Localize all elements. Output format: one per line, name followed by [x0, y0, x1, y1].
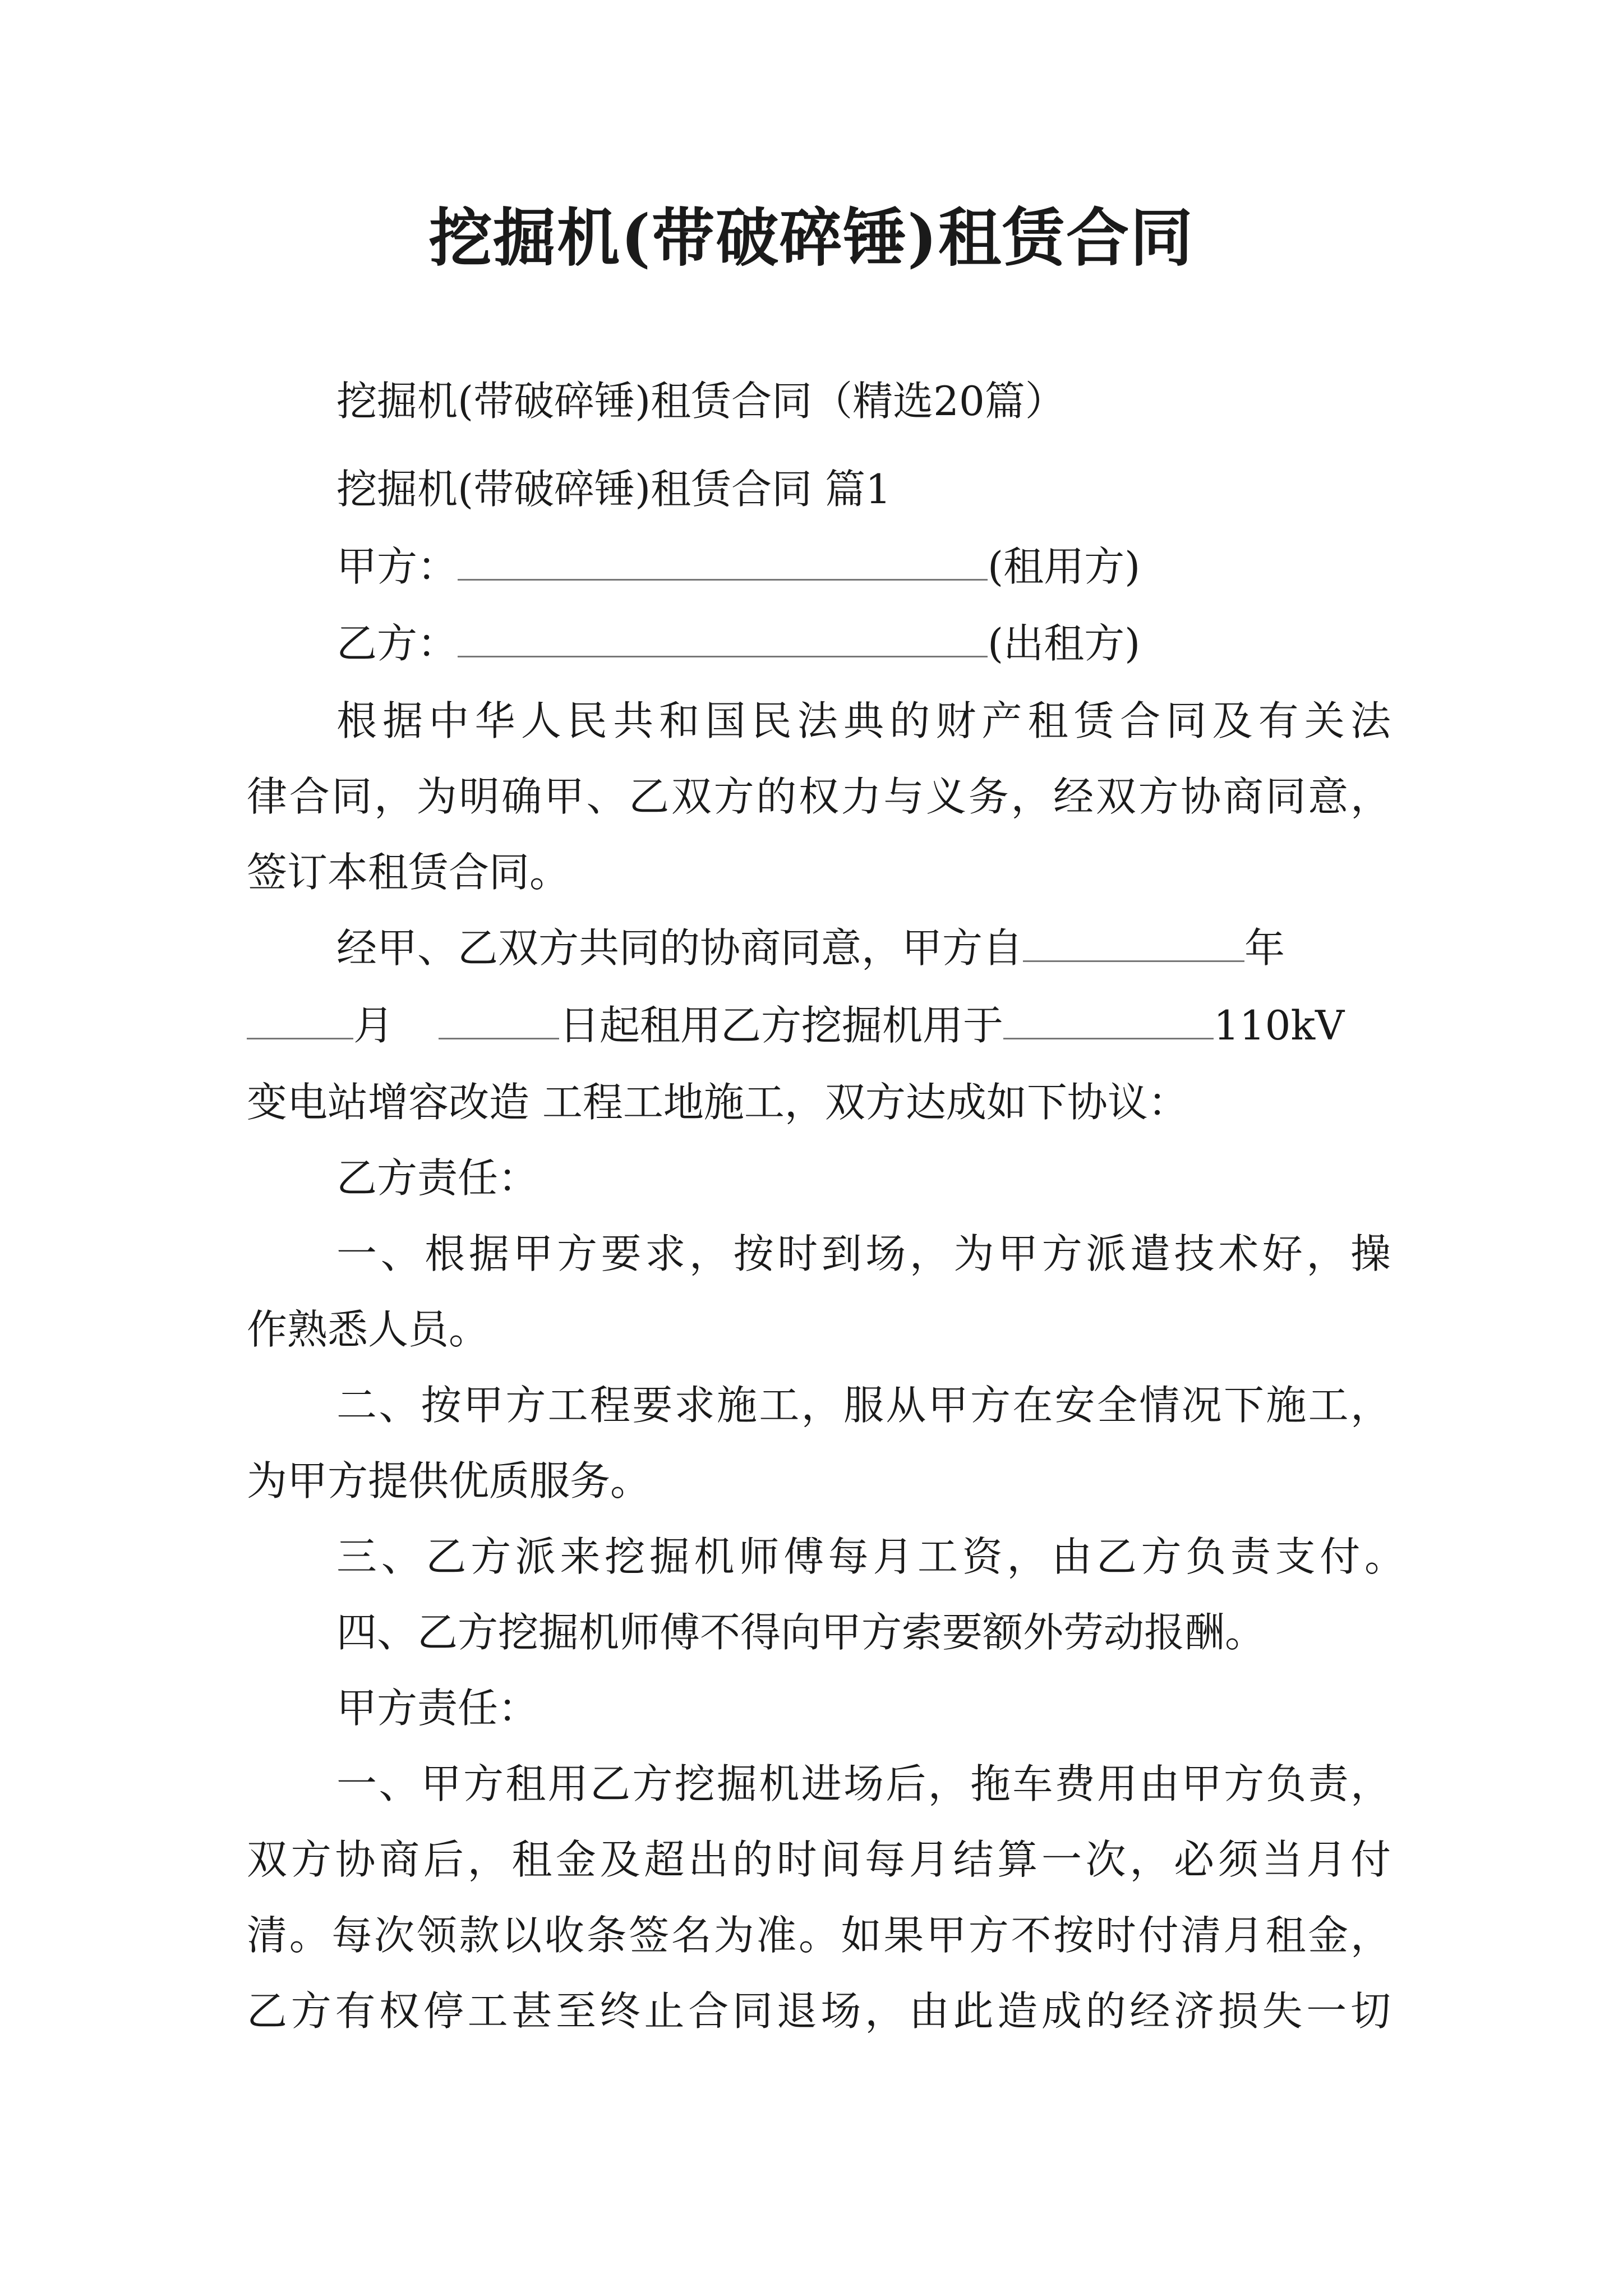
- intro-line-1: 根据中华人民共和国民法典的财产租赁合同及有关法: [336, 697, 1391, 744]
- party-a-label: 甲方：: [336, 543, 458, 590]
- document-title: 挖掘机(带破碎锤)租赁合同: [429, 201, 1194, 275]
- day-blank: [439, 999, 559, 1039]
- party-b-duty-2-line-2: 为甲方提供优质服务。: [247, 1457, 651, 1504]
- party-a-duty-1-line-1: 一、甲方租用乙方挖掘机进场后，拖车费用由甲方负责，: [336, 1760, 1391, 1807]
- day-text: 日起租用乙方挖掘机用于: [559, 1002, 1004, 1049]
- party-b-duty-2-line-1: 二、按甲方工程要求施工，服从甲方在安全情况下施工，: [336, 1382, 1391, 1429]
- month-label: 月: [353, 1002, 394, 1049]
- party-a-blank: [458, 540, 988, 581]
- section-heading: 挖掘机(带破碎锤)租赁合同 篇1: [336, 466, 891, 513]
- party-b-label: 乙方：: [336, 620, 458, 667]
- party-b-role: (出租方): [988, 620, 1141, 667]
- purpose-blank: [1003, 999, 1214, 1039]
- agreement-start-text: 经甲、乙双方共同的协商同意，甲方自: [336, 924, 1023, 972]
- party-b-duty-4: 四、乙方挖掘机师傅不得向甲方索要额外劳动报酬。: [336, 1609, 1266, 1656]
- party-a-duties-heading: 甲方责任：: [336, 1685, 539, 1732]
- party-b-duty-1-line-2: 作熟悉人员。: [247, 1306, 490, 1353]
- party-b-line: [336, 615, 1140, 671]
- party-b-duty-1-line-1: 一、根据甲方要求，按时到场，为甲方派遣技术好，操: [336, 1230, 1391, 1277]
- party-b-duty-3: 三、乙方派来挖掘机师傅每月工资，由乙方负责支付。: [336, 1533, 1405, 1580]
- year-blank: [1023, 921, 1244, 962]
- party-b-duties-heading: 乙方责任：: [336, 1154, 539, 1202]
- party-a-role: (租用方): [988, 543, 1141, 590]
- month-blank: [247, 999, 353, 1039]
- party-a-duty-1-line-4: 乙方有权停工甚至终止合同退场，由此造成的经济损失一切: [247, 1987, 1391, 2035]
- agreement-line-2: [247, 997, 1344, 1053]
- intro-line-2: 律合同，为明确甲、乙双方的权力与义务，经双方协商同意，: [247, 773, 1391, 820]
- agreement-line-3: 变电站增容改造 工程工地施工，双方达成如下协议：: [247, 1079, 1188, 1126]
- agreement-line-1: [336, 920, 1285, 976]
- document-subtitle: 挖掘机(带破碎锤)租赁合同（精选20篇）: [336, 378, 1066, 425]
- intro-line-3: 签订本租赁合同。: [247, 849, 570, 896]
- year-label: 年: [1244, 924, 1285, 972]
- party-a-duty-1-line-3: 清。每次领款以收条签名为准。如果甲方不按时付清月租金，: [247, 1912, 1391, 1959]
- party-a-line: [336, 539, 1140, 595]
- voltage-text: 110kV: [1214, 1002, 1345, 1049]
- party-b-blank: [458, 616, 988, 657]
- party-a-duty-1-line-2: 双方协商后，租金及超出的时间每月结算一次，必须当月付: [247, 1836, 1391, 1883]
